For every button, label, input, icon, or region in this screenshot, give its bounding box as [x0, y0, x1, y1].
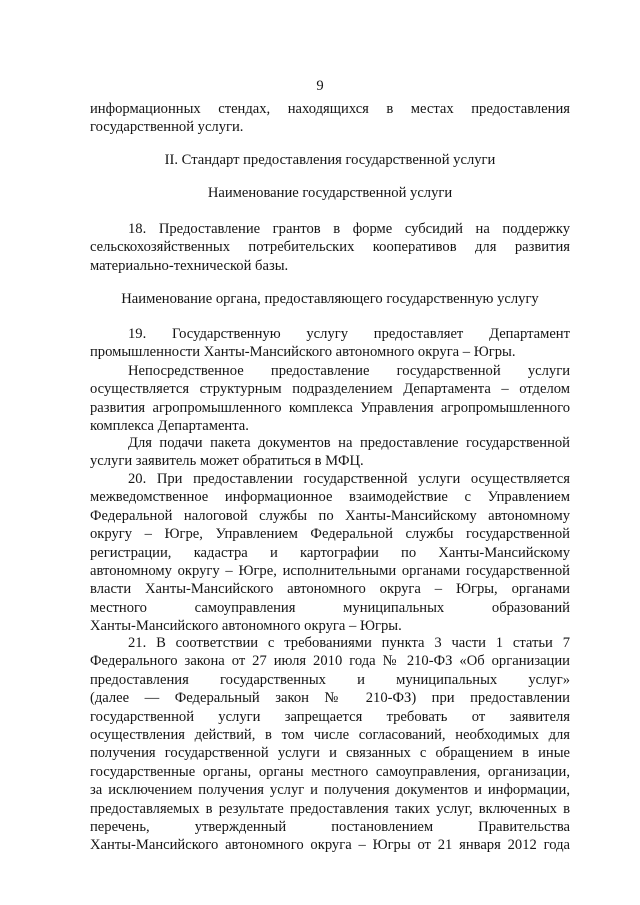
text-line: межведомственное информационное взаимодействие с Управлением — [90, 489, 570, 506]
paragraph-19 — [90, 325, 570, 362]
text-line: государственные органы, органы местного самоуправления, организации, — [90, 763, 570, 780]
paragraph-19-c — [90, 434, 570, 471]
heading-authority: Наименование органа, предоставляющего государственную услугу — [121, 291, 539, 307]
text-line: осуществления действий, в том числе согласований, необходимых для — [90, 727, 570, 744]
paragraph-19-b — [90, 362, 570, 436]
text-line: Федерального закона от 27 июля 2010 года № 210-ФЗ «Об организации — [90, 653, 570, 670]
text-line: государственной услуги. — [90, 119, 244, 136]
text-line: за исключением получения услуг и получения документов и информации, — [90, 782, 570, 799]
text-line: сельскохозяйственных потребительских кооперативов для развития — [90, 239, 570, 256]
text-line: Для подачи пакета документов на предоставление государственной — [128, 435, 570, 451]
text-line: государственной услуги запрещается требовать от заявителя — [90, 708, 570, 725]
text-line: развития агропромышленного комплекса Управления агропромышленного — [90, 399, 570, 416]
text-line: получения государственной услуги и связанных с обращением в иные — [90, 745, 570, 762]
text-line: перечень, утвержденный постановлением Правительства — [90, 819, 570, 836]
paragraph-21 — [90, 634, 570, 855]
text-line: (далее — Федеральный закон № 210-ФЗ) при предоставлении — [90, 690, 570, 707]
text-line: власти Ханты-Мансийского автономного округа – Югры, органами — [90, 581, 570, 598]
text-line: автономному округу – Югре, исполнительными органами государственной — [90, 563, 570, 580]
text-line: Ханты-Мансийского автономного округа – Югры от 21 января 2012 года — [90, 837, 570, 854]
text-line: осуществляется структурным подразделением Департамента – отделом — [90, 381, 570, 398]
text-line: комплекса Департамента. — [90, 418, 249, 435]
text-line: регистрации, кадастра и картографии по Ханты-Мансийскому — [90, 544, 570, 561]
section-title: II. Стандарт предоставления государственной услуги — [164, 152, 496, 168]
intro-paragraph — [90, 100, 570, 137]
paragraph-20 — [90, 470, 570, 636]
text-line: Федеральной налоговой службы по Ханты-Мансийскому автономному — [90, 507, 570, 524]
text-line: Ханты-Мансийского автономного округа – Югры. — [90, 618, 402, 635]
text-line: Непосредственное предоставление государственной услуги — [128, 363, 570, 379]
text-line: 19. Государственную услугу предоставляет Департамент — [128, 326, 570, 342]
heading-service-name: Наименование государственной услуги — [207, 185, 453, 201]
text-line: 18. Предоставление грантов в форме субсидий на поддержку — [128, 221, 570, 237]
text-line: услуги заявитель может обратиться в МФЦ. — [90, 453, 364, 470]
paragraph-18 — [90, 220, 570, 275]
text-line: информационных стендах, находящихся в местах предоставления — [90, 101, 570, 117]
page-number: 9 — [316, 78, 324, 94]
text-line: 20. При предоставлении государственной услуги осуществляется — [128, 471, 570, 487]
text-line: материально-технической базы. — [90, 257, 289, 274]
text-line: промышленности Ханты-Мансийского автономного округа – Югры. — [90, 344, 516, 361]
text-line: предоставляемых в результате предоставления таких услуг, включенных в — [90, 800, 570, 817]
text-line: предоставления государственных и муниципальных услуг» — [90, 671, 570, 688]
text-line: 21. В соответствии с требованиями пункта 3 части 1 статьи 7 — [128, 635, 570, 651]
text-line: местного самоуправления муниципальных образований — [90, 599, 570, 616]
text-line: округу – Югре, Управлением Федеральной службы государственной — [90, 526, 570, 543]
